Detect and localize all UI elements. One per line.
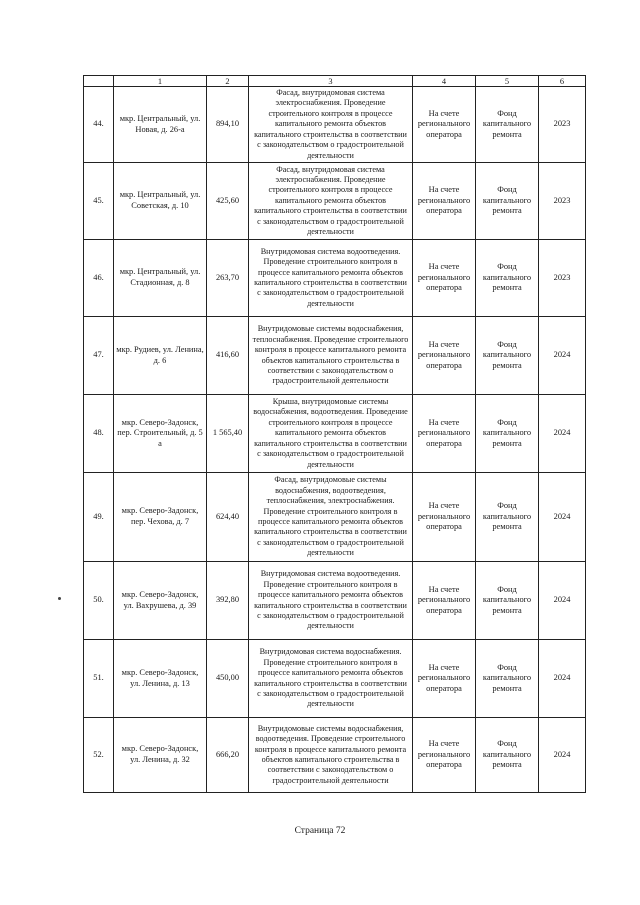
row-source: Фонд капитального ремонта xyxy=(476,562,539,640)
row-area: 450,00 xyxy=(207,640,249,718)
row-account: На счете регионального оператора xyxy=(413,640,476,718)
row-account: На счете регионального оператора xyxy=(413,473,476,562)
row-area: 666,20 xyxy=(207,718,249,793)
row-address: мкр. Северо-Задонск, ул. Ленина, д. 13 xyxy=(114,640,207,718)
header-cell-2: 2 xyxy=(207,76,249,87)
row-number: 45. xyxy=(84,163,114,240)
row-works: Внутридомовые системы водоснабжения, теплоснабжения. Проведение строительного контроля в процессе капитального ремонта объектов капитального строительства в соответствии с законодательством о градостроительной деятельности xyxy=(249,317,413,395)
table-row xyxy=(84,87,586,163)
row-year: 2024 xyxy=(539,718,586,793)
row-year: 2024 xyxy=(539,317,586,395)
header-cell-4: 4 xyxy=(413,76,476,87)
repair-schedule-table xyxy=(83,75,586,793)
row-number: 49. xyxy=(84,473,114,562)
row-address: мкр. Северо-Задонск, пер. Строительный, д. 5 а xyxy=(114,395,207,473)
row-area: 624,40 xyxy=(207,473,249,562)
table-row xyxy=(84,240,586,317)
row-number: 50. xyxy=(84,562,114,640)
row-source: Фонд капитального ремонта xyxy=(476,473,539,562)
margin-mark xyxy=(58,597,61,600)
table-row xyxy=(84,473,586,562)
table-row xyxy=(84,562,586,640)
table-row xyxy=(84,317,586,395)
row-account: На счете регионального оператора xyxy=(413,562,476,640)
row-area: 425,60 xyxy=(207,163,249,240)
row-account: На счете регионального оператора xyxy=(413,317,476,395)
row-year: 2024 xyxy=(539,562,586,640)
row-source: Фонд капитального ремонта xyxy=(476,718,539,793)
page-number: Страница 72 xyxy=(294,826,346,836)
row-number: 51. xyxy=(84,640,114,718)
header-cell-5: 5 xyxy=(476,76,539,87)
row-area: 392,80 xyxy=(207,562,249,640)
row-works: Внутридомовая система водоотведения. Проведение строительного контроля в процессе капитального ремонта объектов капитального строительства в соответствии с законодательством о градостроительной деятельности xyxy=(249,240,413,317)
row-year: 2023 xyxy=(539,163,586,240)
row-account: На счете регионального оператора xyxy=(413,718,476,793)
row-year: 2023 xyxy=(539,240,586,317)
row-account: На счете регионального оператора xyxy=(413,87,476,163)
row-number: 52. xyxy=(84,718,114,793)
row-address: мкр. Северо-Задонск, ул. Ленина, д. 32 xyxy=(114,718,207,793)
row-works: Внутридомовая система водоотведения. Проведение строительного контроля в процессе капитального ремонта объектов капитального строительства в соответствии с законодательством о градостроительной деятельности xyxy=(249,562,413,640)
row-year: 2024 xyxy=(539,395,586,473)
row-works: Фасад, внутридомовая система электроснабжения. Проведение строительного контроля в процессе капитального ремонта объектов капитального строительства в соответствии с законодательством о градостроительной деятельности xyxy=(249,87,413,163)
row-area: 1 565,40 xyxy=(207,395,249,473)
row-source: Фонд капитального ремонта xyxy=(476,317,539,395)
row-works: Крыша, внутридомовые системы водоснабжения, водоотведения. Проведение строительного контроля в процессе капитального ремонта объектов капитального строительства в соответствии с законодательством о градостроительной деятельности xyxy=(249,395,413,473)
row-works: Внутридомовые системы водоснабжения, водоотведения. Проведение строительного контроля в процессе капитального ремонта объектов капитального строительства в соответствии с законодательством о градостроительной деятельности xyxy=(249,718,413,793)
row-year: 2023 xyxy=(539,87,586,163)
row-area: 416,60 xyxy=(207,317,249,395)
row-number: 47. xyxy=(84,317,114,395)
row-address: мкр. Центральный, ул. Советская, д. 10 xyxy=(114,163,207,240)
row-source: Фонд капитального ремонта xyxy=(476,163,539,240)
row-area: 894,10 xyxy=(207,87,249,163)
table-row xyxy=(84,640,586,718)
row-address: мкр. Центральный, ул. Новая, д. 26-а xyxy=(114,87,207,163)
row-number: 44. xyxy=(84,87,114,163)
table-row xyxy=(84,163,586,240)
table-header-row xyxy=(84,76,586,87)
row-address: мкр. Рудиев, ул. Ленина, д. 6 xyxy=(114,317,207,395)
header-cell-1: 1 xyxy=(114,76,207,87)
row-source: Фонд капитального ремонта xyxy=(476,87,539,163)
row-account: На счете регионального оператора xyxy=(413,395,476,473)
row-works: Фасад, внутридомовая система электроснабжения. Проведение строительного контроля в процессе капитального ремонта объектов капитального строительства в соответствии с законодательством о градостроительной деятельности xyxy=(249,163,413,240)
row-number: 48. xyxy=(84,395,114,473)
header-cell-6: 6 xyxy=(539,76,586,87)
row-works: Внутридомовая система водоснабжения. Проведение строительного контроля в процессе капитального ремонта объектов капитального строительства в соответствии с законодательством о градостроительной деятельности xyxy=(249,640,413,718)
row-source: Фонд капитального ремонта xyxy=(476,640,539,718)
row-works: Фасад, внутридомовые системы водоснабжения, водоотведения, теплоснабжения, электроснабжения. Проведение строительного контроля в процессе капитального ремонта объектов капитального строительства в соответствии с законодательством о градостроительной деятельности xyxy=(249,473,413,562)
row-address: мкр. Центральный, ул. Стадионная, д. 8 xyxy=(114,240,207,317)
header-cell-3: 3 xyxy=(249,76,413,87)
row-account: На счете регионального оператора xyxy=(413,163,476,240)
row-account: На счете регионального оператора xyxy=(413,240,476,317)
row-source: Фонд капитального ремонта xyxy=(476,240,539,317)
row-number: 46. xyxy=(84,240,114,317)
header-cell-blank xyxy=(84,76,114,87)
row-year: 2024 xyxy=(539,640,586,718)
row-area: 263,70 xyxy=(207,240,249,317)
row-source: Фонд капитального ремонта xyxy=(476,395,539,473)
row-address: мкр. Северо-Задонск, пер. Чехова, д. 7 xyxy=(114,473,207,562)
table-row xyxy=(84,395,586,473)
row-year: 2024 xyxy=(539,473,586,562)
table-row xyxy=(84,718,586,793)
row-address: мкр. Северо-Задонск, ул. Вахрушева, д. 39 xyxy=(114,562,207,640)
